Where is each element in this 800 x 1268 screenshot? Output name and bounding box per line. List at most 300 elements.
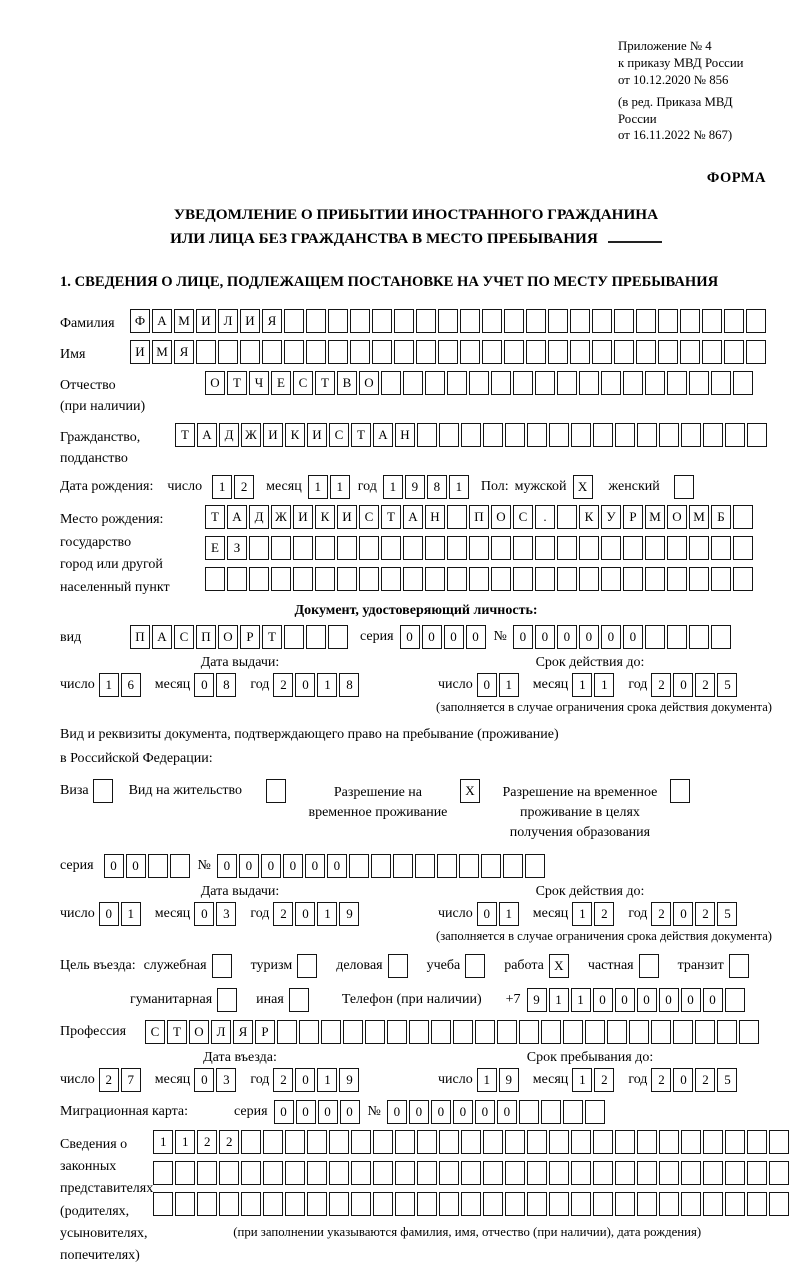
char-box[interactable] (739, 1020, 759, 1044)
char-box[interactable] (659, 1192, 679, 1216)
char-box[interactable] (337, 567, 357, 591)
residence-issue-month[interactable] (194, 902, 238, 926)
char-box[interactable] (548, 340, 568, 364)
birth-year-input[interactable] (383, 475, 471, 499)
private-checkbox[interactable] (639, 954, 664, 978)
char-box[interactable]: И (240, 309, 260, 333)
char-box[interactable] (579, 536, 599, 560)
char-box[interactable]: 9 (339, 1068, 359, 1092)
char-box[interactable] (395, 1192, 415, 1216)
char-box[interactable] (637, 1130, 657, 1154)
char-box[interactable] (461, 1161, 481, 1185)
char-box[interactable] (217, 988, 237, 1012)
char-box[interactable]: . (535, 505, 555, 529)
stay-year[interactable] (651, 1068, 739, 1092)
char-box[interactable]: 2 (594, 1068, 614, 1092)
study-checkbox[interactable] (465, 954, 490, 978)
char-box[interactable] (497, 1020, 517, 1044)
sex-female-checkbox[interactable] (674, 475, 696, 499)
char-box[interactable] (702, 309, 722, 333)
char-box[interactable]: 2 (197, 1130, 217, 1154)
char-box[interactable]: Т (175, 423, 195, 447)
char-box[interactable] (285, 1192, 305, 1216)
char-box[interactable] (439, 1161, 459, 1185)
char-box[interactable] (527, 1130, 547, 1154)
doc-type-input[interactable] (130, 625, 350, 649)
char-box[interactable] (212, 954, 232, 978)
char-box[interactable] (615, 423, 635, 447)
char-box[interactable] (459, 854, 479, 878)
char-box[interactable]: 1 (383, 475, 403, 499)
char-box[interactable] (373, 1161, 393, 1185)
char-box[interactable]: Т (227, 371, 247, 395)
char-box[interactable]: 0 (126, 854, 146, 878)
char-box[interactable]: Е (271, 371, 291, 395)
char-box[interactable] (453, 1020, 473, 1044)
char-box[interactable] (541, 1100, 561, 1124)
char-box[interactable]: И (293, 505, 313, 529)
char-box[interactable] (415, 854, 435, 878)
char-box[interactable]: С (329, 423, 349, 447)
char-box[interactable]: Ф (130, 309, 150, 333)
char-box[interactable] (438, 309, 458, 333)
char-box[interactable] (747, 423, 767, 447)
char-box[interactable]: 0 (431, 1100, 451, 1124)
char-box[interactable] (674, 475, 694, 499)
char-box[interactable] (438, 340, 458, 364)
char-box[interactable] (337, 536, 357, 560)
surname-input[interactable] (130, 309, 768, 333)
char-box[interactable] (615, 1161, 635, 1185)
char-box[interactable]: 0 (239, 854, 259, 878)
char-box[interactable]: И (263, 423, 283, 447)
char-box[interactable] (284, 340, 304, 364)
char-box[interactable]: 2 (273, 673, 293, 697)
char-box[interactable]: 0 (513, 625, 533, 649)
entry-year[interactable] (273, 1068, 361, 1092)
char-box[interactable] (263, 1130, 283, 1154)
char-box[interactable] (615, 1130, 635, 1154)
char-box[interactable] (746, 309, 766, 333)
char-box[interactable]: Л (218, 309, 238, 333)
char-box[interactable] (733, 567, 753, 591)
char-box[interactable] (571, 1192, 591, 1216)
char-box[interactable] (549, 1161, 569, 1185)
char-box[interactable] (614, 309, 634, 333)
char-box[interactable]: С (359, 505, 379, 529)
tourism-checkbox[interactable] (297, 954, 322, 978)
char-box[interactable] (570, 309, 590, 333)
char-box[interactable]: 0 (295, 673, 315, 697)
char-box[interactable] (527, 1161, 547, 1185)
char-box[interactable] (503, 854, 523, 878)
char-box[interactable]: 1 (572, 1068, 592, 1092)
visa-checkbox[interactable] (93, 779, 115, 803)
char-box[interactable]: О (218, 625, 238, 649)
char-box[interactable] (579, 371, 599, 395)
char-box[interactable]: 0 (703, 988, 723, 1012)
char-box[interactable]: 9 (405, 475, 425, 499)
char-box[interactable] (219, 1192, 239, 1216)
char-box[interactable] (585, 1100, 605, 1124)
char-box[interactable] (148, 854, 168, 878)
char-box[interactable]: А (373, 423, 393, 447)
char-box[interactable] (746, 340, 766, 364)
char-box[interactable] (447, 505, 467, 529)
char-box[interactable]: X (549, 954, 569, 978)
residence-valid-year[interactable] (651, 902, 739, 926)
char-box[interactable]: 0 (673, 902, 693, 926)
char-box[interactable] (505, 1161, 525, 1185)
char-box[interactable] (417, 1192, 437, 1216)
char-box[interactable] (437, 854, 457, 878)
char-box[interactable]: 1 (212, 475, 232, 499)
residence-series-input[interactable] (104, 854, 192, 878)
representatives-row3-input[interactable] (153, 1192, 791, 1216)
char-box[interactable]: 2 (273, 1068, 293, 1092)
rvp-education-checkbox[interactable] (670, 779, 692, 803)
char-box[interactable] (535, 536, 555, 560)
char-box[interactable]: Р (255, 1020, 275, 1044)
char-box[interactable]: М (689, 505, 709, 529)
char-box[interactable] (689, 625, 709, 649)
char-box[interactable]: 5 (717, 673, 737, 697)
char-box[interactable] (729, 954, 749, 978)
char-box[interactable] (373, 1130, 393, 1154)
char-box[interactable] (263, 1161, 283, 1185)
char-box[interactable] (351, 1192, 371, 1216)
char-box[interactable]: 0 (104, 854, 124, 878)
char-box[interactable] (439, 423, 459, 447)
char-box[interactable]: Н (395, 423, 415, 447)
char-box[interactable] (439, 1130, 459, 1154)
char-box[interactable] (297, 954, 317, 978)
char-box[interactable] (557, 536, 577, 560)
char-box[interactable] (359, 567, 379, 591)
char-box[interactable] (541, 1020, 561, 1044)
char-box[interactable] (571, 1161, 591, 1185)
char-box[interactable] (447, 536, 467, 560)
char-box[interactable]: К (315, 505, 335, 529)
birth-place-row2-input[interactable] (205, 536, 755, 560)
char-box[interactable]: 0 (387, 1100, 407, 1124)
char-box[interactable] (549, 423, 569, 447)
char-box[interactable]: П (469, 505, 489, 529)
char-box[interactable] (417, 1161, 437, 1185)
identity-valid-month[interactable] (572, 673, 616, 697)
char-box[interactable] (263, 1192, 283, 1216)
citizenship-input[interactable] (175, 423, 769, 447)
char-box[interactable]: М (152, 340, 172, 364)
char-box[interactable] (601, 536, 621, 560)
char-box[interactable] (403, 371, 423, 395)
char-box[interactable] (667, 567, 687, 591)
char-box[interactable]: 0 (295, 902, 315, 926)
char-box[interactable] (733, 505, 753, 529)
char-box[interactable]: 9 (339, 902, 359, 926)
char-box[interactable] (607, 1020, 627, 1044)
char-box[interactable] (623, 567, 643, 591)
char-box[interactable] (307, 1161, 327, 1185)
char-box[interactable]: 0 (296, 1100, 316, 1124)
char-box[interactable]: 0 (477, 902, 497, 926)
char-box[interactable] (695, 1020, 715, 1044)
residence-valid-day[interactable] (477, 902, 521, 926)
char-box[interactable]: 0 (673, 673, 693, 697)
char-box[interactable] (491, 371, 511, 395)
char-box[interactable] (592, 309, 612, 333)
char-box[interactable]: 7 (121, 1068, 141, 1092)
char-box[interactable]: 1 (330, 475, 350, 499)
char-box[interactable] (350, 340, 370, 364)
char-box[interactable] (703, 1130, 723, 1154)
other-checkbox[interactable] (289, 988, 314, 1012)
char-box[interactable] (680, 309, 700, 333)
char-box[interactable] (469, 371, 489, 395)
char-box[interactable] (381, 536, 401, 560)
char-box[interactable] (667, 625, 687, 649)
char-box[interactable]: 0 (261, 854, 281, 878)
char-box[interactable]: П (130, 625, 150, 649)
char-box[interactable] (711, 625, 731, 649)
residence-valid-month[interactable] (572, 902, 616, 926)
entry-day[interactable] (99, 1068, 143, 1092)
char-box[interactable] (483, 1161, 503, 1185)
char-box[interactable] (218, 340, 238, 364)
official-checkbox[interactable] (212, 954, 237, 978)
char-box[interactable] (614, 340, 634, 364)
char-box[interactable]: 2 (594, 902, 614, 926)
residence-issue-day[interactable] (99, 902, 143, 926)
residence-issue-year[interactable] (273, 902, 361, 926)
char-box[interactable] (417, 1130, 437, 1154)
char-box[interactable]: 0 (295, 1068, 315, 1092)
char-box[interactable]: 0 (477, 673, 497, 697)
business-checkbox[interactable] (388, 954, 413, 978)
char-box[interactable]: 0 (305, 854, 325, 878)
char-box[interactable] (629, 1020, 649, 1044)
char-box[interactable] (645, 625, 665, 649)
char-box[interactable] (481, 854, 501, 878)
char-box[interactable] (645, 371, 665, 395)
char-box[interactable] (505, 423, 525, 447)
char-box[interactable] (637, 1192, 657, 1216)
sex-male-checkbox[interactable] (573, 475, 595, 499)
char-box[interactable] (593, 423, 613, 447)
char-box[interactable] (425, 536, 445, 560)
char-box[interactable] (306, 625, 326, 649)
char-box[interactable] (289, 988, 309, 1012)
char-box[interactable]: 1 (594, 673, 614, 697)
char-box[interactable] (526, 309, 546, 333)
char-box[interactable] (241, 1161, 261, 1185)
char-box[interactable] (717, 1020, 737, 1044)
char-box[interactable]: О (667, 505, 687, 529)
char-box[interactable] (205, 567, 225, 591)
char-box[interactable] (670, 779, 690, 803)
char-box[interactable]: Р (240, 625, 260, 649)
char-box[interactable] (549, 1130, 569, 1154)
char-box[interactable]: 1 (499, 902, 519, 926)
char-box[interactable] (349, 854, 369, 878)
char-box[interactable] (637, 1161, 657, 1185)
char-box[interactable] (658, 309, 678, 333)
char-box[interactable] (725, 1161, 745, 1185)
char-box[interactable] (725, 423, 745, 447)
char-box[interactable]: И (196, 309, 216, 333)
char-box[interactable]: 1 (121, 902, 141, 926)
char-box[interactable]: 0 (601, 625, 621, 649)
char-box[interactable] (285, 1130, 305, 1154)
char-box[interactable]: 1 (317, 902, 337, 926)
char-box[interactable] (601, 567, 621, 591)
char-box[interactable] (170, 854, 190, 878)
char-box[interactable] (381, 371, 401, 395)
char-box[interactable] (535, 371, 555, 395)
char-box[interactable]: 0 (194, 902, 214, 926)
char-box[interactable]: А (152, 625, 172, 649)
char-box[interactable] (351, 1161, 371, 1185)
char-box[interactable]: 9 (527, 988, 547, 1012)
char-box[interactable]: 1 (549, 988, 569, 1012)
char-box[interactable] (769, 1130, 789, 1154)
char-box[interactable]: 0 (623, 625, 643, 649)
char-box[interactable] (689, 371, 709, 395)
char-box[interactable]: Т (205, 505, 225, 529)
char-box[interactable]: 1 (477, 1068, 497, 1092)
char-box[interactable] (593, 1130, 613, 1154)
char-box[interactable]: 9 (499, 1068, 519, 1092)
work-checkbox[interactable] (549, 954, 574, 978)
char-box[interactable]: 1 (449, 475, 469, 499)
char-box[interactable] (196, 340, 216, 364)
char-box[interactable] (394, 340, 414, 364)
char-box[interactable] (416, 309, 436, 333)
char-box[interactable]: О (205, 371, 225, 395)
char-box[interactable] (513, 567, 533, 591)
char-box[interactable] (505, 1192, 525, 1216)
char-box[interactable]: Д (219, 423, 239, 447)
char-box[interactable] (571, 1130, 591, 1154)
char-box[interactable]: 0 (409, 1100, 429, 1124)
char-box[interactable] (527, 423, 547, 447)
char-box[interactable] (563, 1020, 583, 1044)
char-box[interactable] (483, 1192, 503, 1216)
identity-issue-year[interactable] (273, 673, 361, 697)
char-box[interactable]: 0 (318, 1100, 338, 1124)
identity-issue-day[interactable] (99, 673, 143, 697)
char-box[interactable]: 0 (615, 988, 635, 1012)
char-box[interactable] (197, 1192, 217, 1216)
char-box[interactable] (403, 536, 423, 560)
char-box[interactable]: Т (262, 625, 282, 649)
birth-month-input[interactable] (308, 475, 352, 499)
char-box[interactable] (505, 1130, 525, 1154)
char-box[interactable] (639, 954, 659, 978)
char-box[interactable]: X (573, 475, 593, 499)
char-box[interactable]: 0 (444, 625, 464, 649)
char-box[interactable]: 2 (273, 902, 293, 926)
char-box[interactable]: П (196, 625, 216, 649)
birth-place-row3-input[interactable] (205, 567, 755, 591)
char-box[interactable]: 0 (99, 902, 119, 926)
char-box[interactable]: 1 (99, 673, 119, 697)
char-box[interactable]: А (403, 505, 423, 529)
char-box[interactable] (409, 1020, 429, 1044)
char-box[interactable]: У (601, 505, 621, 529)
char-box[interactable]: В (337, 371, 357, 395)
char-box[interactable] (659, 1161, 679, 1185)
char-box[interactable] (636, 309, 656, 333)
char-box[interactable]: Р (623, 505, 643, 529)
char-box[interactable] (724, 309, 744, 333)
char-box[interactable]: 0 (557, 625, 577, 649)
char-box[interactable]: 5 (717, 1068, 737, 1092)
char-box[interactable] (393, 854, 413, 878)
char-box[interactable] (306, 340, 326, 364)
char-box[interactable]: 2 (651, 1068, 671, 1092)
char-box[interactable] (241, 1192, 261, 1216)
char-box[interactable] (549, 1192, 569, 1216)
char-box[interactable] (535, 567, 555, 591)
char-box[interactable]: Т (167, 1020, 187, 1044)
char-box[interactable]: М (645, 505, 665, 529)
entry-month[interactable] (194, 1068, 238, 1092)
char-box[interactable]: К (579, 505, 599, 529)
char-box[interactable] (240, 340, 260, 364)
char-box[interactable] (271, 536, 291, 560)
char-box[interactable] (395, 1161, 415, 1185)
char-box[interactable] (153, 1192, 173, 1216)
char-box[interactable] (645, 536, 665, 560)
char-box[interactable] (623, 371, 643, 395)
char-box[interactable] (307, 1130, 327, 1154)
char-box[interactable]: 1 (572, 902, 592, 926)
char-box[interactable] (526, 340, 546, 364)
rvp-checkbox[interactable] (460, 779, 482, 803)
char-box[interactable] (689, 567, 709, 591)
char-box[interactable] (328, 309, 348, 333)
char-box[interactable] (343, 1020, 363, 1044)
char-box[interactable]: Я (233, 1020, 253, 1044)
char-box[interactable] (328, 625, 348, 649)
char-box[interactable] (93, 779, 113, 803)
char-box[interactable]: К (285, 423, 305, 447)
char-box[interactable] (416, 340, 436, 364)
char-box[interactable]: 6 (121, 673, 141, 697)
char-box[interactable]: М (174, 309, 194, 333)
char-box[interactable]: С (145, 1020, 165, 1044)
migration-series-input[interactable] (274, 1100, 362, 1124)
char-box[interactable]: 0 (659, 988, 679, 1012)
char-box[interactable] (469, 567, 489, 591)
char-box[interactable] (197, 1161, 217, 1185)
char-box[interactable] (725, 1192, 745, 1216)
profession-input[interactable] (145, 1020, 761, 1044)
char-box[interactable] (645, 567, 665, 591)
char-box[interactable]: Т (315, 371, 335, 395)
char-box[interactable] (277, 1020, 297, 1044)
char-box[interactable] (293, 567, 313, 591)
char-box[interactable] (271, 567, 291, 591)
char-box[interactable] (439, 1192, 459, 1216)
char-box[interactable] (504, 309, 524, 333)
char-box[interactable] (266, 779, 286, 803)
char-box[interactable] (557, 567, 577, 591)
char-box[interactable] (563, 1100, 583, 1124)
char-box[interactable]: 2 (695, 673, 715, 697)
char-box[interactable]: 2 (695, 1068, 715, 1092)
